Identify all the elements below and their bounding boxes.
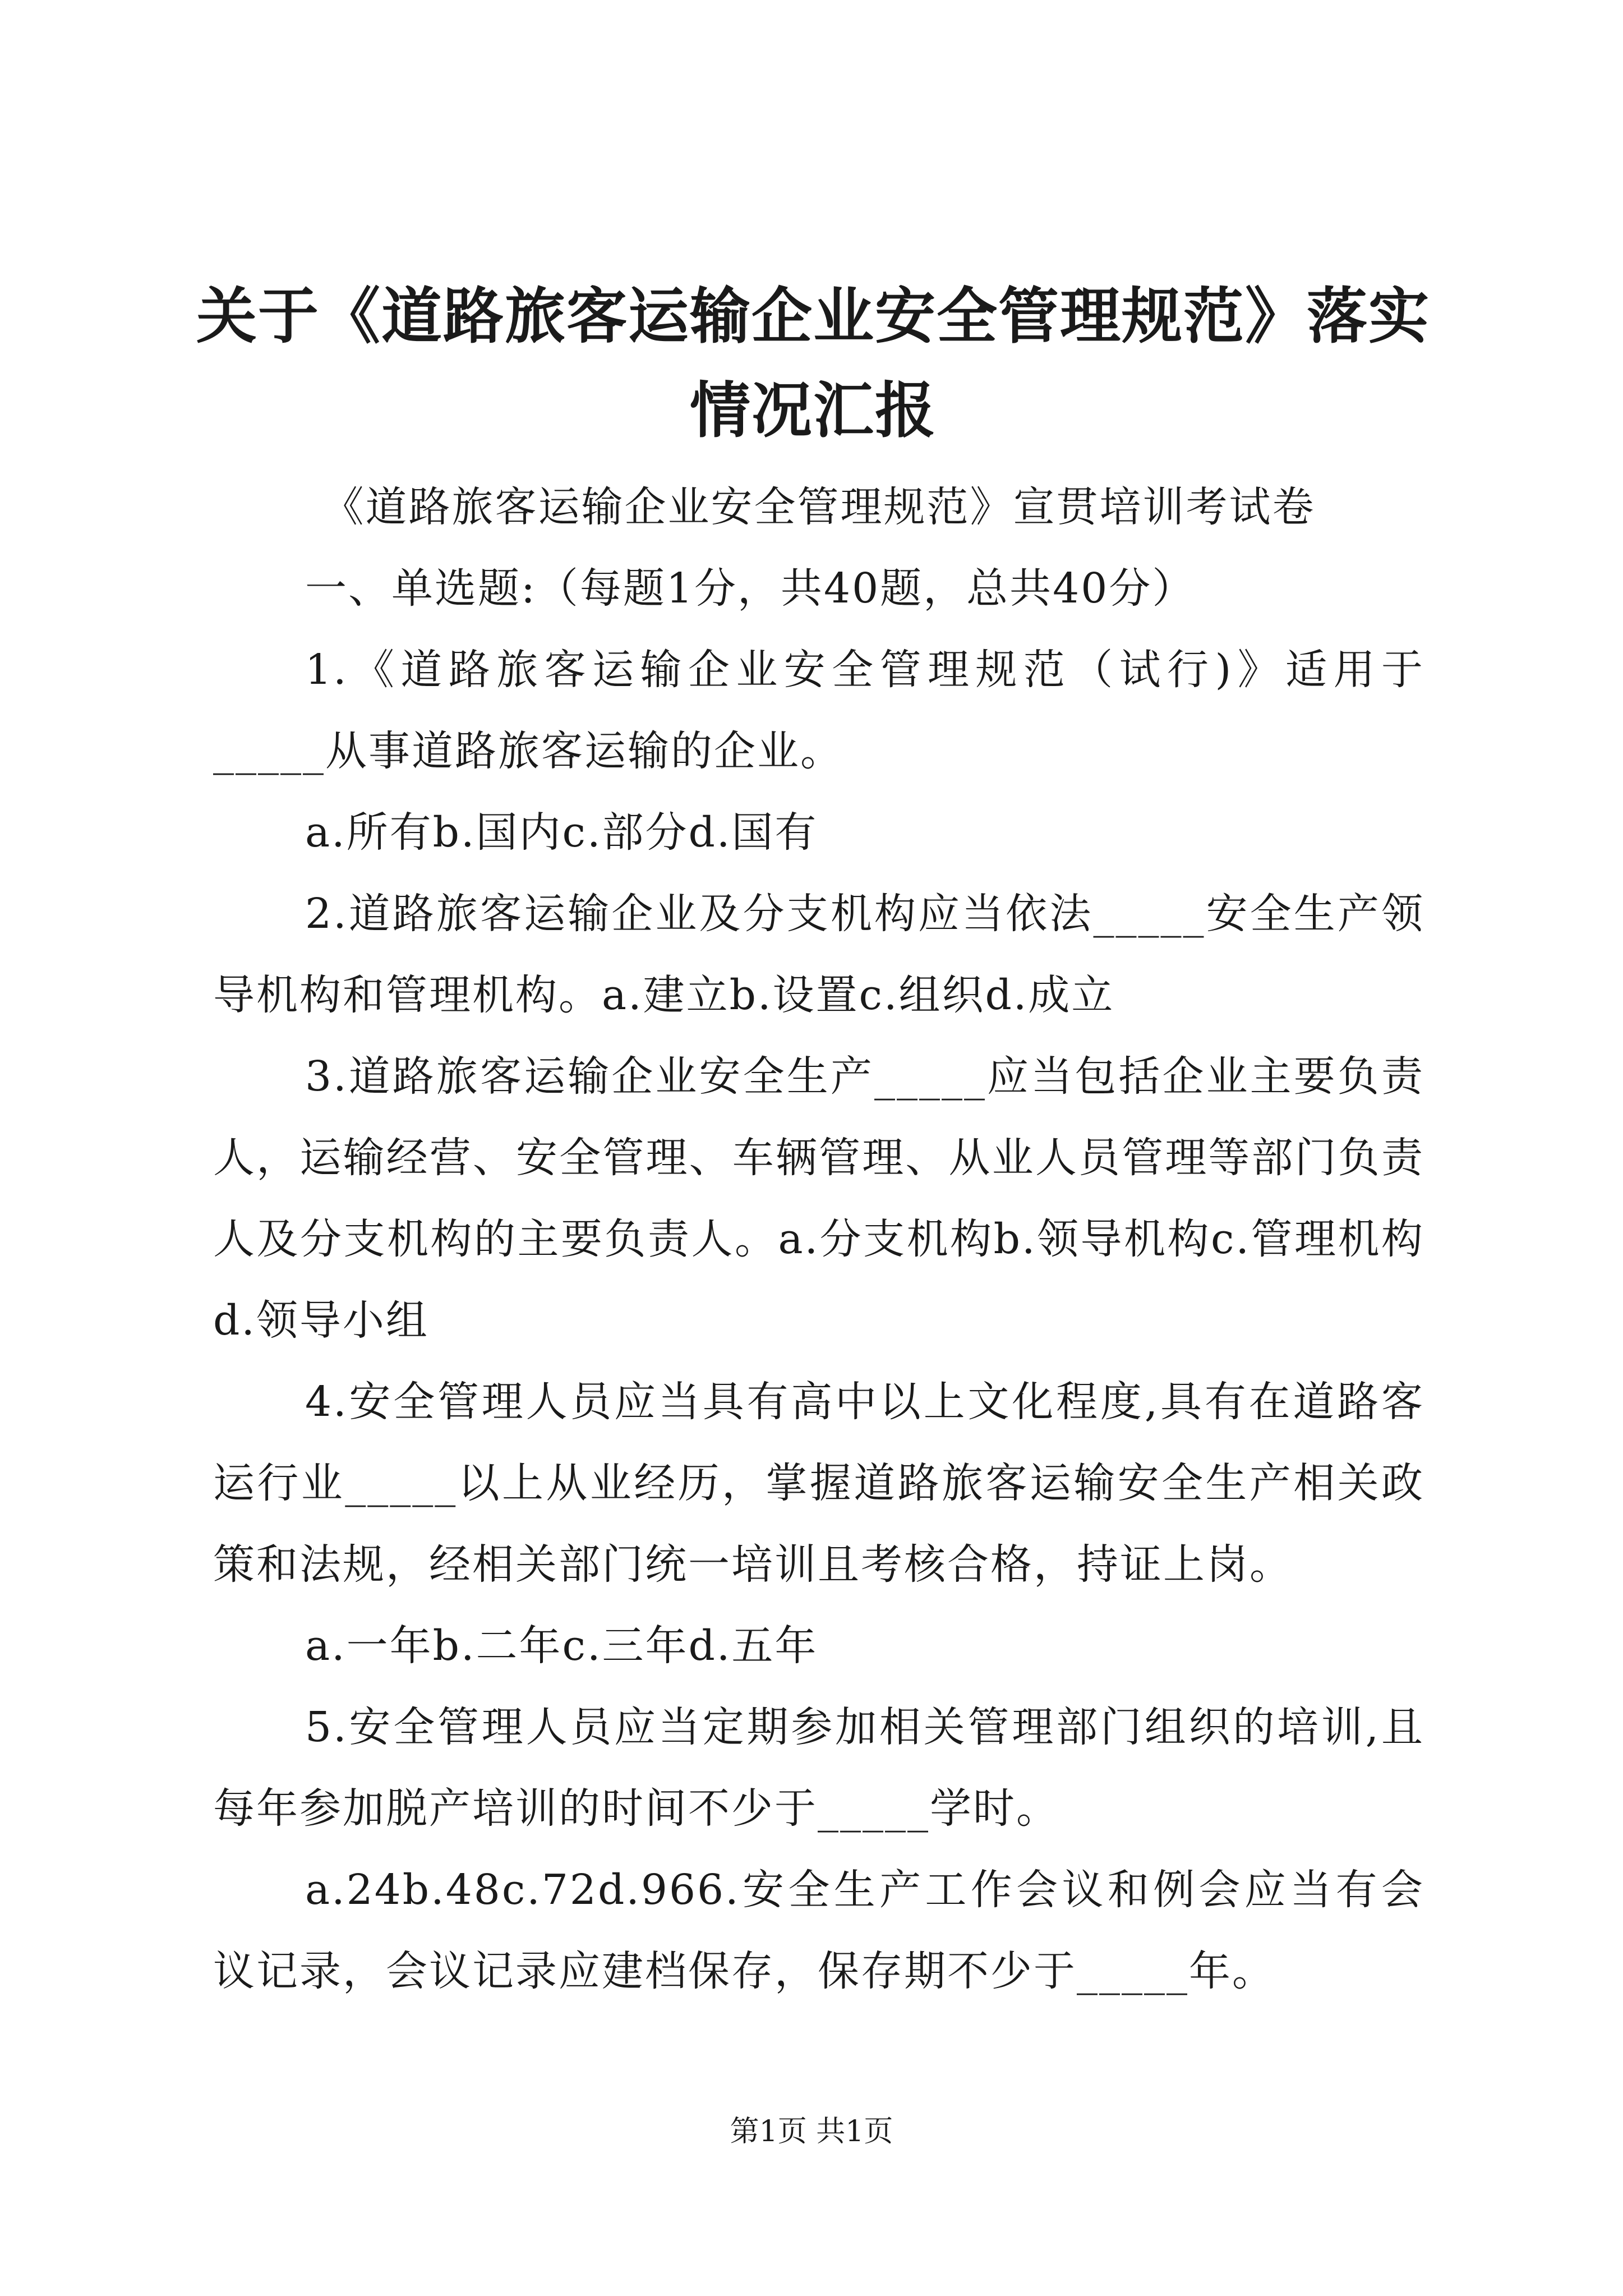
document-body bbox=[213, 467, 1424, 2012]
question-3: 3.道路旅客运输企业安全生产_____应当包括企业主要负责人，运输经营、安全管理、车辆管理、从业人员管理等部门负责人及分支机构的主要负责人。a.分支机构b.领导机构c.管理机构d.领导小组 bbox=[213, 1052, 1424, 1345]
section-heading: 一、单选题:（每题1分，共40题，总共40分） bbox=[305, 564, 1196, 613]
exam-subtitle: 《道路旅客运输企业安全管理规范》宣贯培训考试卷 bbox=[322, 483, 1316, 531]
question-1-options: a.所有b.国内c.部分d.国有 bbox=[305, 808, 818, 857]
question-5: 5.安全管理人员应当定期参加相关管理部门组织的培训,且每年参加脱产培训的时间不少于_____学时。 bbox=[213, 1703, 1424, 1833]
question-5-options-and-question-6: a.24b.48c.72d.966.安全生产工作会议和例会应当有会议记录，会议记录应建档保存，保存期不少于_____年。 bbox=[213, 1866, 1424, 1995]
document-title: 关于《道路旅客运输企业安全管理规范》落实情况汇报 bbox=[196, 281, 1430, 446]
question-4: 4.安全管理人员应当具有高中以上文化程度,具有在道路客运行业_____以上从业经历，掌握道路旅客运输安全生产相关政策和法规，经相关部门统一培训且考核合格，持证上岗。 bbox=[213, 1378, 1424, 1589]
question-2: 2.道路旅客运输企业及分支机构应当依法_____安全生产领导机构和管理机构。a.建立b.设置c.组织d.成立 bbox=[213, 890, 1424, 1019]
question-4-options: a.一年b.二年c.三年d.五年 bbox=[305, 1622, 818, 1670]
question-1: 1.《道路旅客运输企业安全管理规范（试行)》适用于_____从事道路旅客运输的企业。 bbox=[213, 646, 1424, 775]
page-footer: 第1页 共1页 bbox=[730, 2115, 893, 2148]
